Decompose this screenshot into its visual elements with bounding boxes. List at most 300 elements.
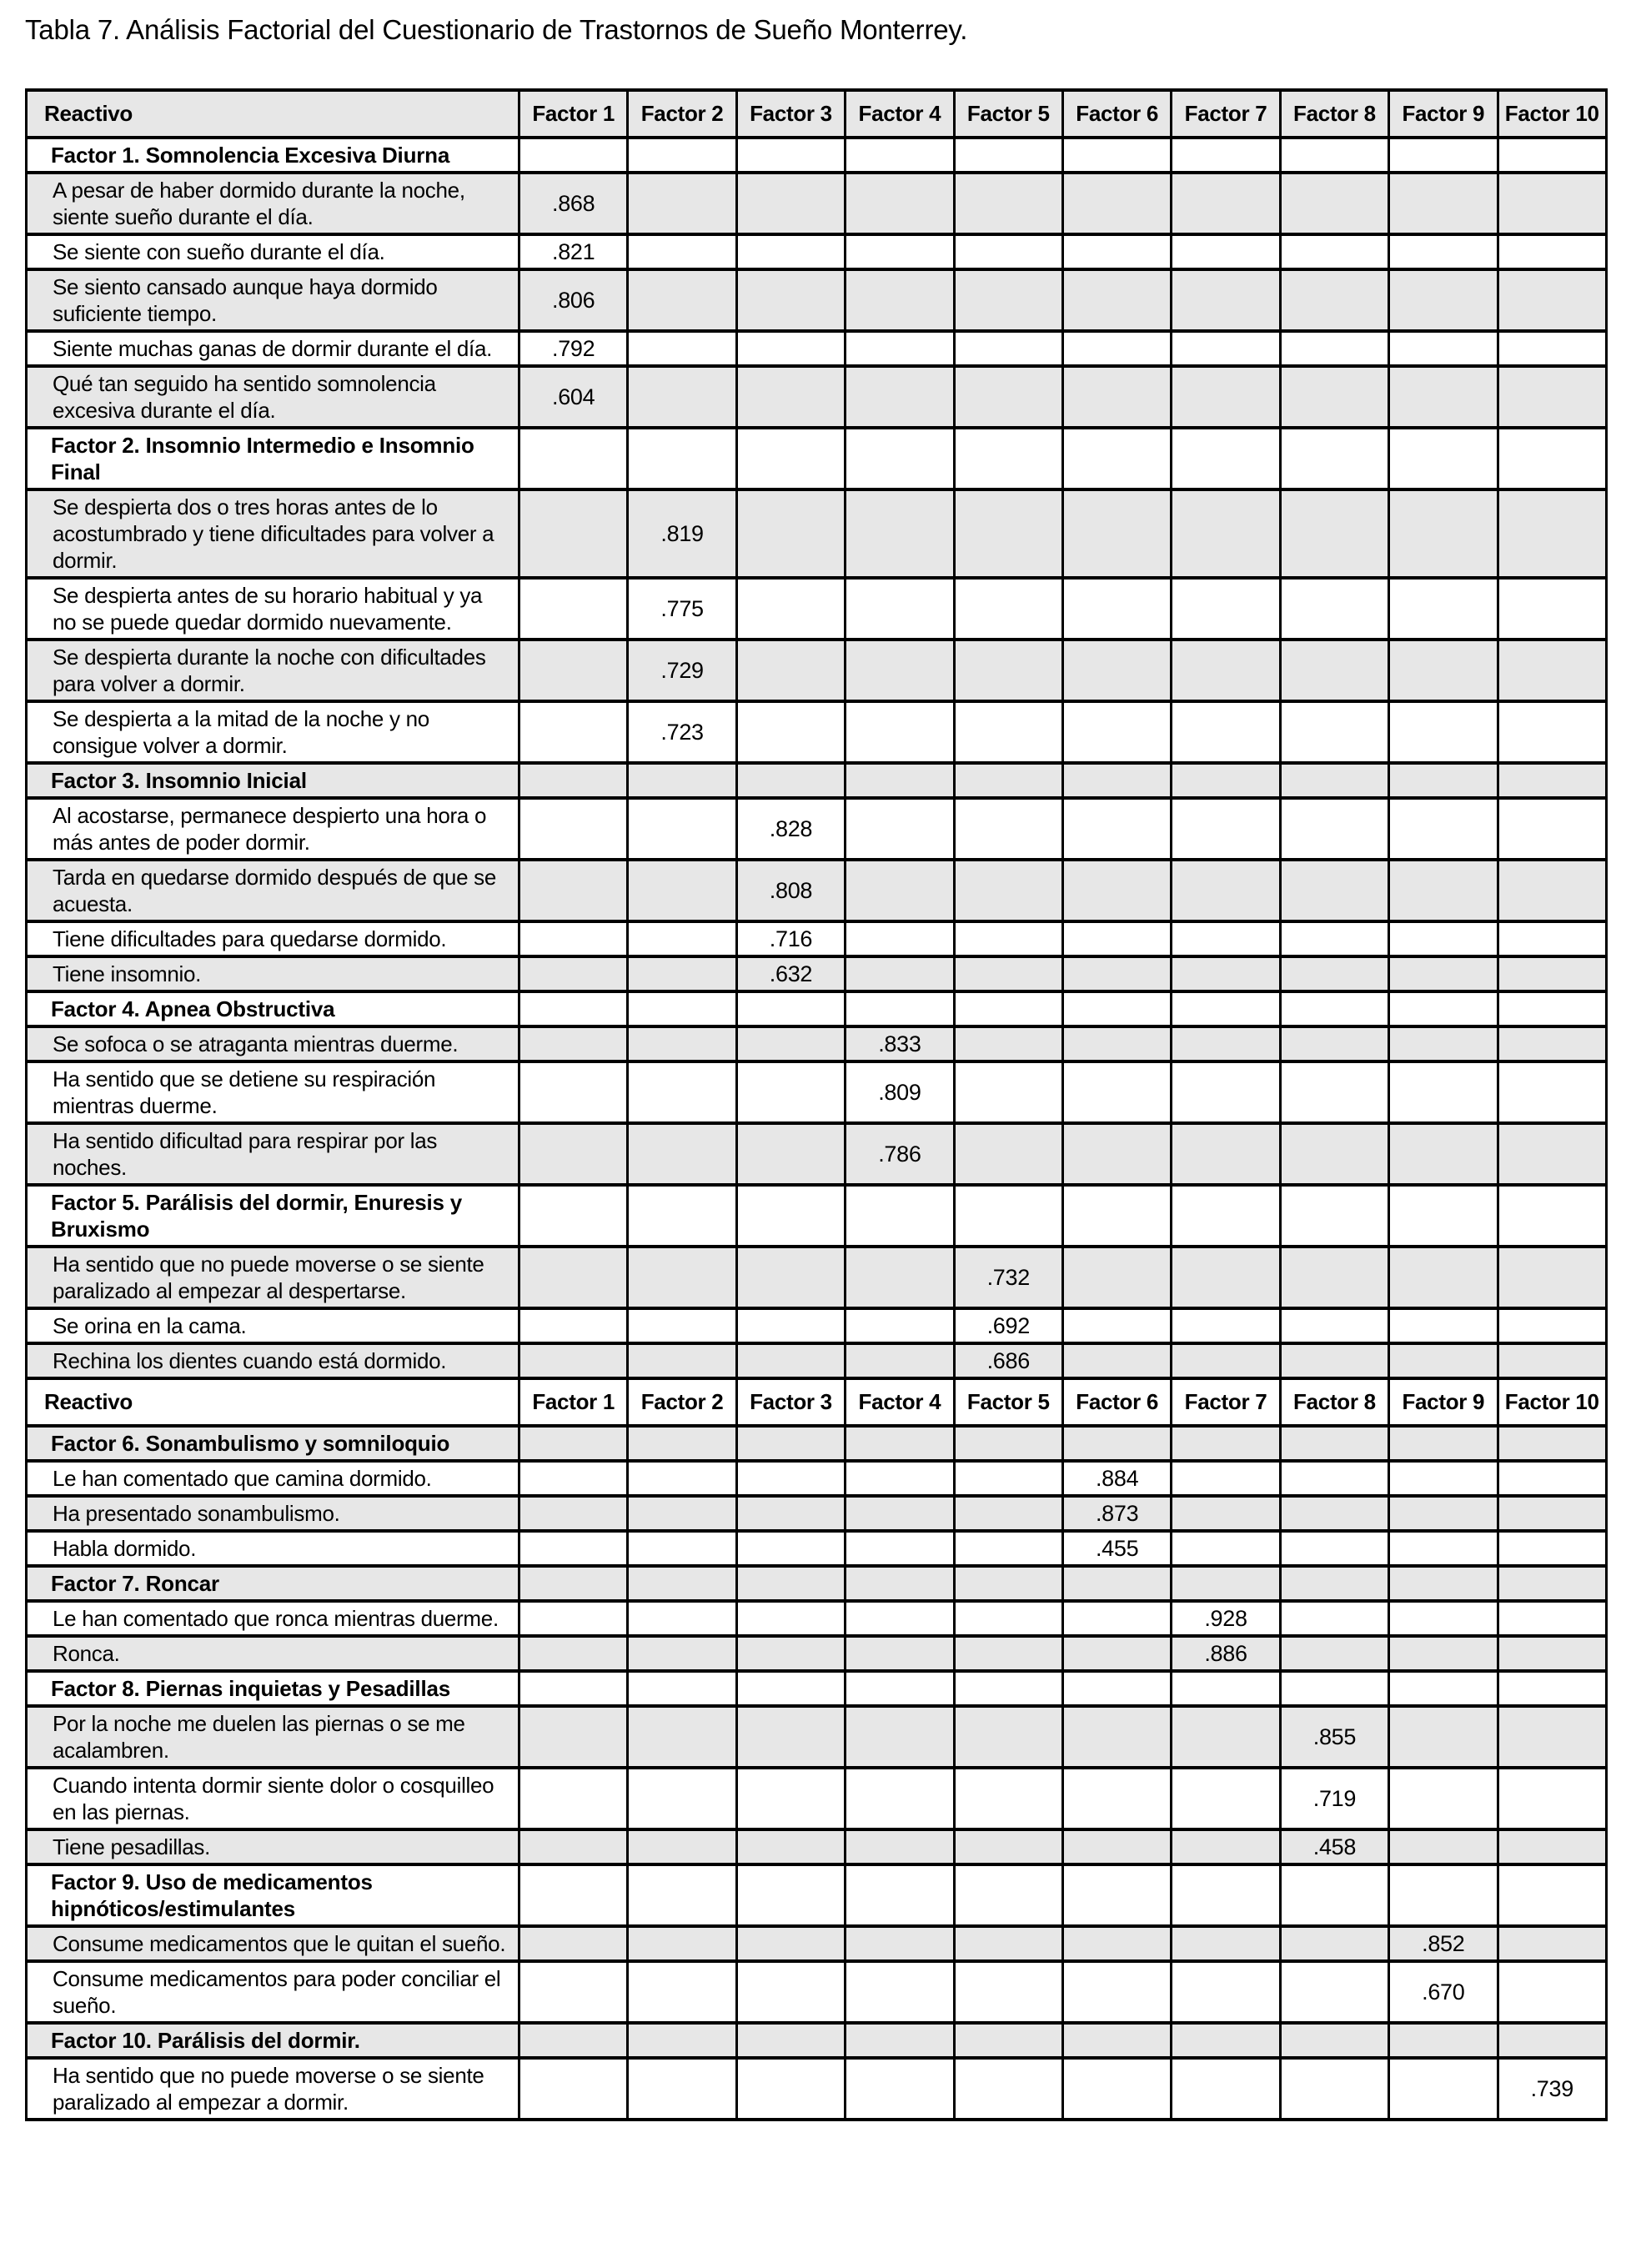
column-header-factor: Factor 8 <box>1280 90 1388 138</box>
empty-value-cell <box>1389 1461 1498 1496</box>
empty-value-cell <box>1172 1768 1280 1829</box>
item-row <box>27 1829 1607 1864</box>
empty-value-cell <box>1062 1061 1171 1123</box>
empty-value-cell <box>628 1426 736 1461</box>
loading-value-cell: .458 <box>1280 1829 1388 1864</box>
empty-value-cell <box>1172 1426 1280 1461</box>
empty-value-cell <box>1498 860 1606 921</box>
empty-value-cell <box>954 991 1062 1026</box>
empty-value-cell <box>1062 1706 1171 1768</box>
empty-value-cell <box>628 1864 736 1926</box>
empty-value-cell <box>846 1185 954 1247</box>
empty-value-cell <box>954 1566 1062 1601</box>
empty-value-cell <box>1280 956 1388 991</box>
empty-value-cell <box>1498 1308 1606 1343</box>
empty-value-cell <box>1062 1864 1171 1926</box>
empty-value-cell <box>1062 1426 1171 1461</box>
empty-value-cell <box>1498 1864 1606 1926</box>
empty-value-cell <box>736 1531 845 1566</box>
empty-value-cell <box>1389 1247 1498 1308</box>
column-header-factor: Factor 5 <box>954 90 1062 138</box>
empty-value-cell <box>519 1926 628 1961</box>
empty-value-cell <box>846 991 954 1026</box>
column-header-factor: Factor 6 <box>1062 1378 1171 1426</box>
item-label-cell: Ronca. <box>27 1636 519 1671</box>
empty-value-cell <box>628 991 736 1026</box>
empty-value-cell <box>628 173 736 234</box>
empty-value-cell <box>1280 138 1388 173</box>
empty-value-cell <box>1172 366 1280 428</box>
empty-value-cell <box>519 1531 628 1566</box>
empty-value-cell <box>1062 1636 1171 1671</box>
column-header-factor: Factor 4 <box>846 1378 954 1426</box>
empty-value-cell <box>1498 1566 1606 1601</box>
item-label-cell: Se orina en la cama. <box>27 1308 519 1343</box>
empty-value-cell <box>954 1496 1062 1531</box>
empty-value-cell <box>519 1768 628 1829</box>
empty-value-cell <box>736 578 845 640</box>
empty-value-cell <box>954 763 1062 798</box>
loading-value-cell: .723 <box>628 701 736 763</box>
empty-value-cell <box>1062 269 1171 331</box>
empty-value-cell <box>736 1426 845 1461</box>
empty-value-cell <box>736 1308 845 1343</box>
empty-value-cell <box>1389 173 1498 234</box>
empty-value-cell <box>1280 1496 1388 1531</box>
empty-value-cell <box>736 1566 845 1601</box>
empty-value-cell <box>519 1706 628 1768</box>
empty-value-cell <box>846 2023 954 2058</box>
empty-value-cell <box>846 428 954 489</box>
empty-value-cell <box>628 366 736 428</box>
empty-value-cell <box>1389 921 1498 956</box>
column-header-factor: Factor 9 <box>1389 90 1498 138</box>
empty-value-cell <box>1172 640 1280 701</box>
empty-value-cell <box>736 1123 845 1185</box>
empty-value-cell <box>954 489 1062 578</box>
empty-value-cell <box>1389 1566 1498 1601</box>
empty-value-cell <box>954 1461 1062 1496</box>
empty-value-cell <box>1280 1247 1388 1308</box>
empty-value-cell <box>628 2058 736 2120</box>
loading-value-cell: .821 <box>519 234 628 269</box>
empty-value-cell <box>1280 578 1388 640</box>
column-header-row <box>27 90 1607 138</box>
empty-value-cell <box>954 1926 1062 1961</box>
empty-value-cell <box>1389 956 1498 991</box>
empty-value-cell <box>736 1864 845 1926</box>
empty-value-cell <box>1498 921 1606 956</box>
item-label-cell: Le han comentado que camina dormido. <box>27 1461 519 1496</box>
item-label-cell: Tiene pesadillas. <box>27 1829 519 1864</box>
loading-value-cell: .716 <box>736 921 845 956</box>
empty-value-cell <box>1172 1247 1280 1308</box>
empty-value-cell <box>736 1185 845 1247</box>
empty-value-cell <box>846 578 954 640</box>
column-header-factor: Factor 3 <box>736 90 845 138</box>
empty-value-cell <box>1062 640 1171 701</box>
loading-value-cell: .833 <box>846 1026 954 1061</box>
empty-value-cell <box>1280 1601 1388 1636</box>
empty-value-cell <box>1172 1185 1280 1247</box>
empty-value-cell <box>1498 1636 1606 1671</box>
empty-value-cell <box>1389 1061 1498 1123</box>
empty-value-cell <box>1172 921 1280 956</box>
empty-value-cell <box>1062 173 1171 234</box>
empty-value-cell <box>628 2023 736 2058</box>
empty-value-cell <box>1389 1308 1498 1343</box>
empty-value-cell <box>1389 578 1498 640</box>
empty-value-cell <box>1498 1026 1606 1061</box>
empty-value-cell <box>954 234 1062 269</box>
empty-value-cell <box>1280 1426 1388 1461</box>
section-header-cell: Factor 3. Insomnio Inicial <box>27 763 519 798</box>
item-label-cell: Cuando intenta dormir siente dolor o cosquilleo en las piernas. <box>27 1768 519 1829</box>
factor-analysis-table <box>25 88 1608 2121</box>
empty-value-cell <box>1062 991 1171 1026</box>
empty-value-cell <box>519 798 628 860</box>
empty-value-cell <box>954 269 1062 331</box>
empty-value-cell <box>846 138 954 173</box>
empty-value-cell <box>1280 798 1388 860</box>
empty-value-cell <box>846 640 954 701</box>
item-row <box>27 956 1607 991</box>
section-header-cell: Factor 1. Somnolencia Excesiva Diurna <box>27 138 519 173</box>
empty-value-cell <box>628 1671 736 1706</box>
empty-value-cell <box>1172 798 1280 860</box>
column-header-factor: Factor 7 <box>1172 90 1280 138</box>
empty-value-cell <box>1389 1864 1498 1926</box>
empty-value-cell <box>628 1496 736 1531</box>
loading-value-cell: .786 <box>846 1123 954 1185</box>
empty-value-cell <box>1062 1961 1171 2023</box>
empty-value-cell <box>736 1706 845 1768</box>
empty-value-cell <box>628 1308 736 1343</box>
empty-value-cell <box>1172 1026 1280 1061</box>
empty-value-cell <box>1172 234 1280 269</box>
column-header-factor: Factor 8 <box>1280 1378 1388 1426</box>
item-label-cell: Se siente con sueño durante el día. <box>27 234 519 269</box>
empty-value-cell <box>1062 578 1171 640</box>
empty-value-cell <box>1389 331 1498 366</box>
empty-value-cell <box>736 1636 845 1671</box>
empty-value-cell <box>1172 2058 1280 2120</box>
empty-value-cell <box>1280 2023 1388 2058</box>
empty-value-cell <box>519 1123 628 1185</box>
empty-value-cell <box>1280 1671 1388 1706</box>
empty-value-cell <box>1280 1461 1388 1496</box>
empty-value-cell <box>954 331 1062 366</box>
loading-value-cell: .732 <box>954 1247 1062 1308</box>
empty-value-cell <box>1498 2023 1606 2058</box>
item-label-cell: Se sofoca o se atraganta mientras duerme. <box>27 1026 519 1061</box>
empty-value-cell <box>519 1185 628 1247</box>
empty-value-cell <box>1498 1061 1606 1123</box>
empty-value-cell <box>1172 331 1280 366</box>
item-label-cell: Consume medicamentos para poder conciliar el sueño. <box>27 1961 519 2023</box>
item-label-cell: Tarda en quedarse dormido después de que se acuesta. <box>27 860 519 921</box>
empty-value-cell <box>736 1026 845 1061</box>
empty-value-cell <box>1389 366 1498 428</box>
section-header-cell: Factor 7. Roncar <box>27 1566 519 1601</box>
loading-value-cell: .884 <box>1062 1461 1171 1496</box>
empty-value-cell <box>736 173 845 234</box>
empty-value-cell <box>1498 1426 1606 1461</box>
empty-value-cell <box>1062 2058 1171 2120</box>
empty-value-cell <box>1498 1926 1606 1961</box>
empty-value-cell <box>1172 701 1280 763</box>
loading-value-cell: .670 <box>1389 1961 1498 2023</box>
section-header-row <box>27 1671 1607 1706</box>
empty-value-cell <box>1172 2023 1280 2058</box>
loading-value-cell: .686 <box>954 1343 1062 1378</box>
empty-value-cell <box>1172 578 1280 640</box>
empty-value-cell <box>1062 1768 1171 1829</box>
empty-value-cell <box>628 1926 736 1961</box>
empty-value-cell <box>846 331 954 366</box>
empty-value-cell <box>1498 1531 1606 1566</box>
empty-value-cell <box>1498 701 1606 763</box>
empty-value-cell <box>1498 489 1606 578</box>
empty-value-cell <box>1498 991 1606 1026</box>
empty-value-cell <box>954 1671 1062 1706</box>
column-header-factor: Factor 7 <box>1172 1378 1280 1426</box>
empty-value-cell <box>519 428 628 489</box>
loading-value-cell: .792 <box>519 331 628 366</box>
empty-value-cell <box>1498 1768 1606 1829</box>
item-row <box>27 860 1607 921</box>
column-header-factor: Factor 2 <box>628 1378 736 1426</box>
loading-value-cell: .775 <box>628 578 736 640</box>
empty-value-cell <box>1172 1308 1280 1343</box>
empty-value-cell <box>1062 366 1171 428</box>
item-label-cell: Le han comentado que ronca mientras duerme. <box>27 1601 519 1636</box>
empty-value-cell <box>1172 1864 1280 1926</box>
item-row <box>27 234 1607 269</box>
empty-value-cell <box>1280 1636 1388 1671</box>
item-row <box>27 798 1607 860</box>
empty-value-cell <box>1172 1961 1280 2023</box>
empty-value-cell <box>1062 921 1171 956</box>
empty-value-cell <box>846 269 954 331</box>
empty-value-cell <box>1389 991 1498 1026</box>
empty-value-cell <box>1498 763 1606 798</box>
empty-value-cell <box>1172 428 1280 489</box>
item-label-cell: Por la noche me duelen las piernas o se me acalambren. <box>27 1706 519 1768</box>
empty-value-cell <box>1280 1026 1388 1061</box>
empty-value-cell <box>1062 489 1171 578</box>
empty-value-cell <box>736 701 845 763</box>
empty-value-cell <box>519 991 628 1026</box>
column-header-factor: Factor 5 <box>954 1378 1062 1426</box>
empty-value-cell <box>1172 1566 1280 1601</box>
item-label-cell: Tiene dificultades para quedarse dormido. <box>27 921 519 956</box>
empty-value-cell <box>1280 1123 1388 1185</box>
item-label-cell: Ha presentado sonambulismo. <box>27 1496 519 1531</box>
empty-value-cell <box>1389 1026 1498 1061</box>
empty-value-cell <box>846 763 954 798</box>
empty-value-cell <box>846 1247 954 1308</box>
empty-value-cell <box>628 921 736 956</box>
empty-value-cell <box>1280 1566 1388 1601</box>
empty-value-cell <box>519 1566 628 1601</box>
empty-value-cell <box>1062 1829 1171 1864</box>
empty-value-cell <box>1062 701 1171 763</box>
empty-value-cell <box>954 1123 1062 1185</box>
empty-value-cell <box>519 1061 628 1123</box>
empty-value-cell <box>736 269 845 331</box>
empty-value-cell <box>1498 956 1606 991</box>
empty-value-cell <box>954 578 1062 640</box>
section-header-cell: Factor 5. Parálisis del dormir, Enuresis y Bruxismo <box>27 1185 519 1247</box>
section-header-cell: Factor 4. Apnea Obstructiva <box>27 991 519 1026</box>
empty-value-cell <box>519 578 628 640</box>
empty-value-cell <box>954 1601 1062 1636</box>
item-label-cell: Se despierta antes de su horario habitual y ya no se puede quedar dormido nuevamente. <box>27 578 519 640</box>
section-header-row <box>27 428 1607 489</box>
empty-value-cell <box>519 1601 628 1636</box>
section-header-row <box>27 763 1607 798</box>
empty-value-cell <box>628 1061 736 1123</box>
empty-value-cell <box>628 269 736 331</box>
empty-value-cell <box>628 1961 736 2023</box>
empty-value-cell <box>519 138 628 173</box>
empty-value-cell <box>628 331 736 366</box>
item-label-cell: Consume medicamentos que le quitan el sueño. <box>27 1926 519 1961</box>
empty-value-cell <box>736 1343 845 1378</box>
empty-value-cell <box>1280 991 1388 1026</box>
empty-value-cell <box>954 1426 1062 1461</box>
empty-value-cell <box>954 428 1062 489</box>
empty-value-cell <box>519 1026 628 1061</box>
loading-value-cell: .819 <box>628 489 736 578</box>
empty-value-cell <box>1498 1123 1606 1185</box>
empty-value-cell <box>1498 138 1606 173</box>
empty-value-cell <box>628 798 736 860</box>
empty-value-cell <box>1389 489 1498 578</box>
empty-value-cell <box>736 366 845 428</box>
empty-value-cell <box>954 1061 1062 1123</box>
empty-value-cell <box>846 1601 954 1636</box>
empty-value-cell <box>1172 1671 1280 1706</box>
empty-value-cell <box>519 1864 628 1926</box>
empty-value-cell <box>846 1706 954 1768</box>
empty-value-cell <box>1498 1185 1606 1247</box>
empty-value-cell <box>1389 1671 1498 1706</box>
empty-value-cell <box>954 173 1062 234</box>
item-row <box>27 578 1607 640</box>
item-row <box>27 489 1607 578</box>
empty-value-cell <box>1389 1343 1498 1378</box>
empty-value-cell <box>1498 1706 1606 1768</box>
empty-value-cell <box>519 2058 628 2120</box>
empty-value-cell <box>628 1461 736 1496</box>
column-header-factor: Factor 6 <box>1062 90 1171 138</box>
empty-value-cell <box>1062 1671 1171 1706</box>
empty-value-cell <box>519 956 628 991</box>
empty-value-cell <box>954 798 1062 860</box>
empty-value-cell <box>1062 1566 1171 1601</box>
empty-value-cell <box>519 640 628 701</box>
empty-value-cell <box>954 1829 1062 1864</box>
empty-value-cell <box>628 763 736 798</box>
empty-value-cell <box>1498 1671 1606 1706</box>
empty-value-cell <box>1389 763 1498 798</box>
empty-value-cell <box>1172 173 1280 234</box>
empty-value-cell <box>736 234 845 269</box>
empty-value-cell <box>1172 1531 1280 1566</box>
item-row <box>27 1961 1607 2023</box>
empty-value-cell <box>519 1829 628 1864</box>
item-row <box>27 2058 1607 2120</box>
empty-value-cell <box>1172 1123 1280 1185</box>
empty-value-cell <box>736 1601 845 1636</box>
empty-value-cell <box>519 701 628 763</box>
empty-value-cell <box>1280 489 1388 578</box>
empty-value-cell <box>1172 763 1280 798</box>
empty-value-cell <box>1062 138 1171 173</box>
empty-value-cell <box>954 2058 1062 2120</box>
empty-value-cell <box>1389 138 1498 173</box>
empty-value-cell <box>1172 269 1280 331</box>
item-row <box>27 640 1607 701</box>
empty-value-cell <box>954 1026 1062 1061</box>
empty-value-cell <box>1389 1829 1498 1864</box>
empty-value-cell <box>846 2058 954 2120</box>
item-row <box>27 1926 1607 1961</box>
empty-value-cell <box>1498 1829 1606 1864</box>
empty-value-cell <box>1389 234 1498 269</box>
empty-value-cell <box>736 489 845 578</box>
empty-value-cell <box>1498 173 1606 234</box>
empty-value-cell <box>519 1247 628 1308</box>
empty-value-cell <box>1498 798 1606 860</box>
item-row <box>27 1706 1607 1768</box>
empty-value-cell <box>1280 1185 1388 1247</box>
empty-value-cell <box>1389 701 1498 763</box>
item-label-cell: Ha sentido que se detiene su respiración mientras duerme. <box>27 1061 519 1123</box>
item-label-cell: Se despierta durante la noche con dificultades para volver a dormir. <box>27 640 519 701</box>
section-header-row <box>27 1426 1607 1461</box>
item-label-cell: Ha sentido que no puede moverse o se siente paralizado al empezar a dormir. <box>27 2058 519 2120</box>
item-label-cell: Se despierta a la mitad de la noche y no consigue volver a dormir. <box>27 701 519 763</box>
loading-value-cell: .632 <box>736 956 845 991</box>
empty-value-cell <box>628 1531 736 1566</box>
empty-value-cell <box>1280 269 1388 331</box>
empty-value-cell <box>1172 991 1280 1026</box>
empty-value-cell <box>628 1768 736 1829</box>
empty-value-cell <box>846 1426 954 1461</box>
empty-value-cell <box>628 1636 736 1671</box>
loading-value-cell: .928 <box>1172 1601 1280 1636</box>
empty-value-cell <box>1062 1247 1171 1308</box>
column-header-row <box>27 1378 1607 1426</box>
empty-value-cell <box>1062 860 1171 921</box>
empty-value-cell <box>1062 1123 1171 1185</box>
empty-value-cell <box>1498 234 1606 269</box>
item-row <box>27 1636 1607 1671</box>
loading-value-cell: .692 <box>954 1308 1062 1343</box>
empty-value-cell <box>1062 956 1171 991</box>
loading-value-cell: .455 <box>1062 1531 1171 1566</box>
empty-value-cell <box>1498 366 1606 428</box>
column-header-reactivo: Reactivo <box>27 1378 519 1426</box>
empty-value-cell <box>1498 1343 1606 1378</box>
empty-value-cell <box>736 640 845 701</box>
empty-value-cell <box>1172 1706 1280 1768</box>
empty-value-cell <box>1389 1531 1498 1566</box>
empty-value-cell <box>1389 2023 1498 2058</box>
